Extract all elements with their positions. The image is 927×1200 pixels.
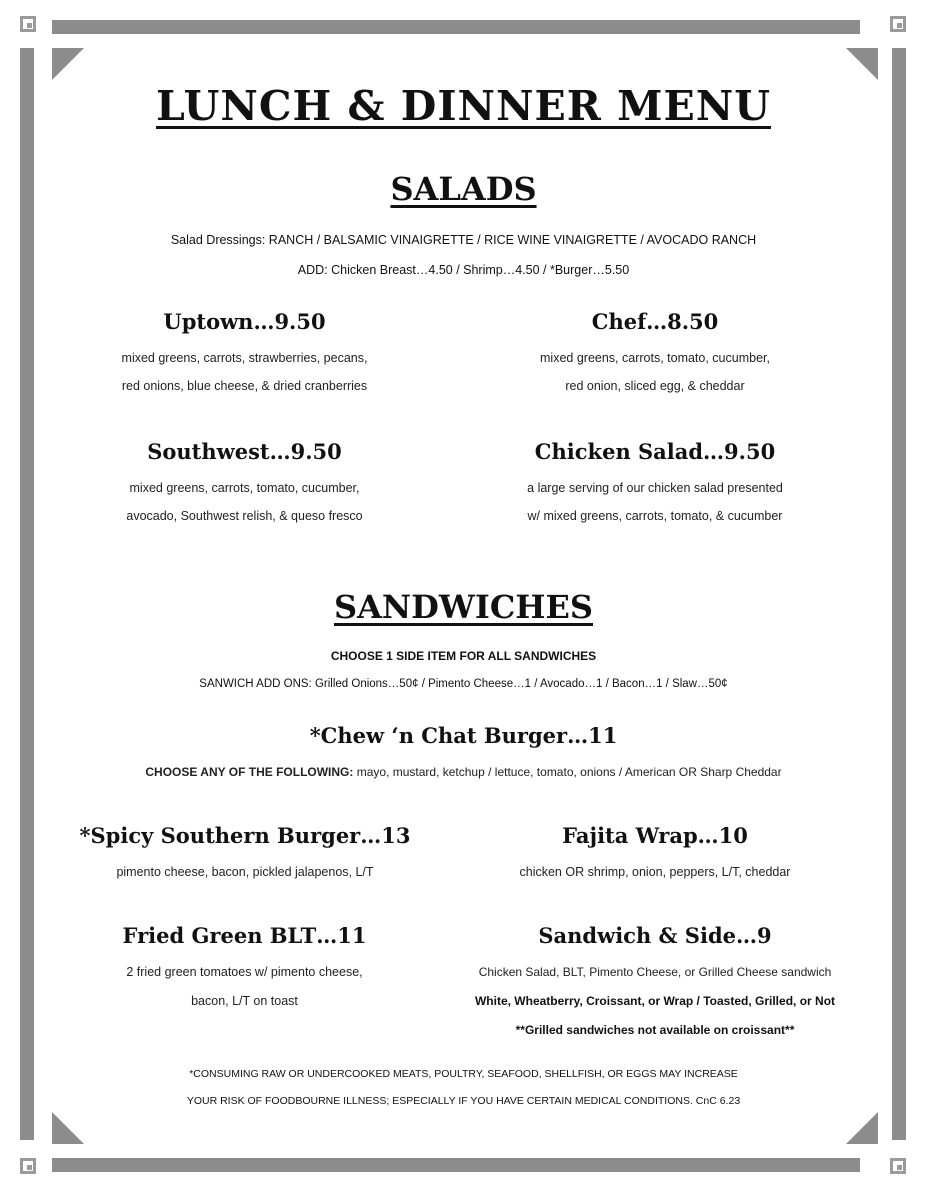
burger-options [0, 765, 927, 779]
item-name-southwest: Southwest…9.50 [147, 439, 342, 464]
salad-dressings: Salad Dressings: RANCH / BALSAMIC VINAIGRETTE / RICE WINE VINAIGRETTE / AVOCADO RANCH [170, 233, 757, 247]
item-desc: chicken OR shrimp, onion, peppers, L/T, cheddar [519, 865, 791, 879]
item-desc: bacon, L/T on toast [191, 994, 298, 1008]
corner-ornament-top-right [890, 16, 906, 32]
item-desc: 2 fried green tomatoes w/ pimento cheese, [126, 965, 363, 979]
burger-options-text: mayo, mustard, ketchup / lettuce, tomato, onions / American OR Sharp Cheddar [353, 765, 782, 779]
sandwich-add-ons: SANWICH ADD ONS: Grilled Onions…50¢ / Pimento Cheese…1 / Avocado…1 / Bacon…1 / Slaw…50¢ [199, 678, 728, 690]
salad-add-ons: ADD: Chicken Breast…4.50 / Shrimp…4.50 / *Burger…5.50 [297, 263, 630, 277]
corner-triangle-top-right [846, 48, 878, 80]
item-desc: pimento cheese, bacon, pickled jalapenos, L/T [116, 865, 374, 879]
item-desc: mixed greens, carrots, strawberries, pecans, [121, 351, 368, 365]
item-desc-bread-options: White, Wheatberry, Croissant, or Wrap / Toasted, Grilled, or Not [474, 994, 836, 1008]
border-bottom [52, 1158, 860, 1172]
corner-ornament-bottom-right [890, 1158, 906, 1174]
item-desc: w/ mixed greens, carrots, tomato, & cucumber [527, 509, 783, 523]
item-desc: mixed greens, carrots, tomato, cucumber, [540, 351, 770, 365]
item-desc: red onions, blue cheese, & dried cranberries [121, 379, 368, 393]
item-desc: Chicken Salad, BLT, Pimento Cheese, or Grilled Cheese sandwich [478, 965, 832, 979]
menu-title: LUNCH & DINNER MENU [156, 82, 771, 130]
item-name-spicy-southern-burger: *Spicy Southern Burger…13 [79, 823, 411, 848]
item-name-fried-green-blt: Fried Green BLT…11 [122, 923, 367, 948]
corner-triangle-bottom-right [846, 1112, 878, 1144]
disclaimer-line-2: YOUR RISK OF FOODBOURNE ILLNESS; ESPECIALLY IF YOU HAVE CERTAIN MEDICAL CONDITIONS. CnC 6.23 [186, 1095, 741, 1107]
item-name-fajita-wrap: Fajita Wrap…10 [562, 823, 748, 848]
sandwich-side-note: CHOOSE 1 SIDE ITEM FOR ALL SANDWICHES [330, 649, 597, 663]
corner-ornament-bottom-left [20, 1158, 36, 1174]
item-desc: avocado, Southwest relish, & queso fresco [126, 509, 363, 523]
corner-ornament-top-left [20, 16, 36, 32]
item-desc-croissant-note: **Grilled sandwiches not available on croissant** [515, 1023, 795, 1037]
item-desc: a large serving of our chicken salad presented [527, 481, 783, 495]
item-name-uptown: Uptown…9.50 [163, 309, 326, 334]
item-desc: mixed greens, carrots, tomato, cucumber, [129, 481, 360, 495]
item-name-chef: Chef…8.50 [591, 309, 719, 334]
item-desc: red onion, sliced egg, & cheddar [565, 379, 745, 393]
corner-triangle-top-left [52, 48, 84, 80]
sandwiches-heading: SANDWICHES [333, 588, 594, 626]
item-name-sandwich-and-side: Sandwich & Side…9 [538, 923, 772, 948]
disclaimer-line-1: *CONSUMING RAW OR UNDERCOOKED MEATS, POULTRY, SEAFOOD, SHELLFISH, OR EGGS MAY INCREASE [189, 1068, 738, 1080]
item-name-chew-n-chat-burger: *Chew ‘n Chat Burger…11 [309, 723, 618, 748]
border-top [52, 20, 860, 34]
item-name-chicken-salad: Chicken Salad…9.50 [534, 439, 776, 464]
corner-triangle-bottom-left [52, 1112, 84, 1144]
salads-heading: SALADS [390, 170, 537, 208]
burger-options-label: CHOOSE ANY OF THE FOLLOWING: [145, 765, 354, 779]
